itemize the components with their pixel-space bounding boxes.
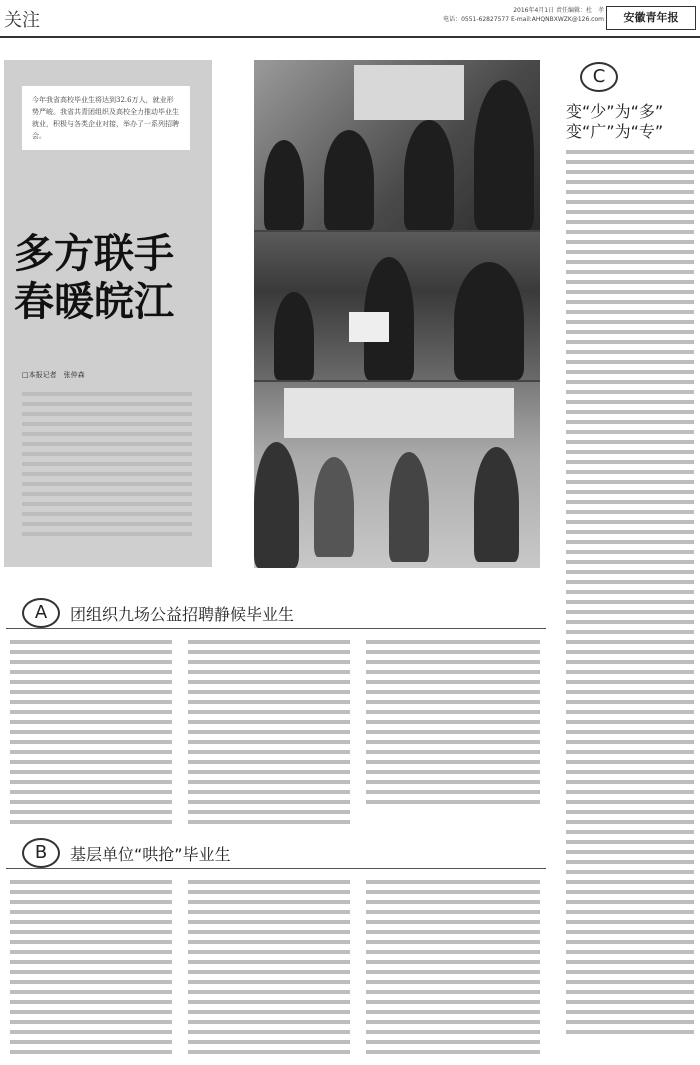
feature-body-text [22,392,192,542]
section-b-marker: B [22,838,60,868]
section-b-col-1 [10,880,172,1060]
section-label: 关注 [4,10,40,31]
section-a-title: 团组织九场公益招聘静候毕业生 [70,605,295,624]
section-c-title [566,102,696,142]
feature-byline: □本报记者 张仲森 [22,371,85,379]
section-c-body-text [566,150,694,1040]
section-a-col-3 [366,640,540,810]
section-a-col-2 [188,640,350,830]
feature-headline [14,230,204,326]
section-b-rule [6,868,546,869]
section-a-rule [6,628,546,629]
section-b-col-2 [188,880,350,1060]
photo-collage [254,60,540,568]
headline-line-1: 多方联手 [14,230,174,277]
headline-line-2: 春暖皖江 [14,278,174,325]
section-c-title-line-2: 变“广”为“专” [566,122,664,141]
issue-meta [443,6,604,24]
job-fair-photo-3 [254,382,540,568]
section-b-title: 基层单位“哄抢”毕业生 [70,845,231,864]
job-fair-photo-2 [254,232,540,380]
job-fair-photo-1 [254,60,540,230]
section-a-col-1 [10,640,172,830]
section-b-col-3 [366,880,540,1060]
masthead-logo: 安徽青年报 [606,6,696,30]
section-c-title-line-1: 变“少”为“多” [566,102,664,121]
feature-intro: 今年我省高校毕业生将达到32.6万人，就业形势严峻。我省共青团组织及高校全力推动毕业生就业，积极与各类企业对接，举办了一系列招聘会。 [22,86,190,150]
section-a-marker: A [22,598,60,628]
issue-contact: 电话：0551-62827577 E-mail:AHQNBXWZK@126.com [443,16,604,23]
issue-date-editor: 2016年4月1日 责任编辑：杜 孝 [513,7,604,14]
section-c-marker: C [580,62,618,92]
